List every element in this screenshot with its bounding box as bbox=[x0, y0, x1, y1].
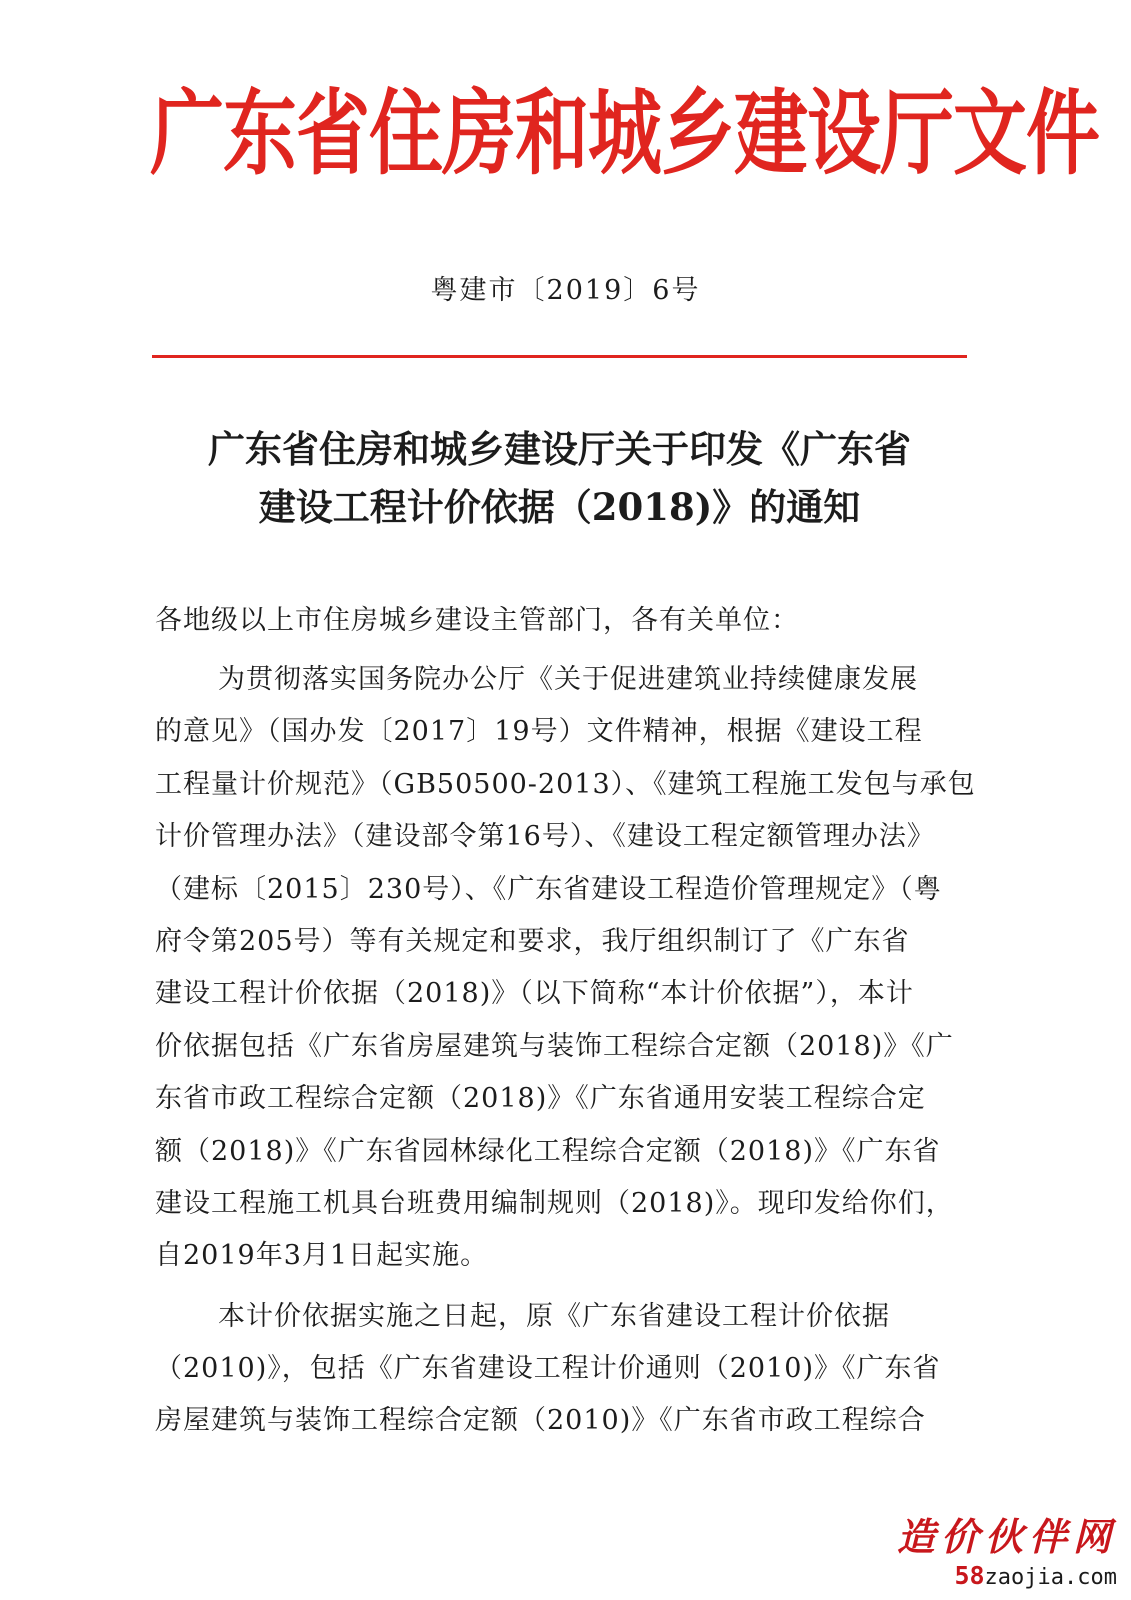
watermark-url bbox=[897, 1561, 1117, 1590]
document-number: 粤建市〔2019〕6号 bbox=[430, 275, 701, 306]
site-watermark bbox=[897, 1517, 1117, 1590]
body-line: 额（2018)》《广东省园林绿化工程综合定额（2018)》《广东省 bbox=[155, 1135, 941, 1167]
notice-body bbox=[155, 654, 976, 1448]
body-line: 价依据包括《广东省房屋建筑与装饰工程综合定额（2018)》《广 bbox=[155, 1030, 954, 1062]
body-line: 的意见》（国办发〔2017〕19号）文件精神，根据《建设工程 bbox=[155, 716, 923, 748]
body-line: 自2019年3月1日起实施。 bbox=[155, 1240, 489, 1272]
body-line: 计价管理办法》（建设部令第16号）、《建设工程定额管理办法》 bbox=[155, 821, 935, 853]
salutation: 各地级以上市住房城乡建设主管部门，各有关单位： bbox=[155, 605, 799, 636]
body-line: （2010)》，包括《广东省建设工程计价通则（2010)》《广东省 bbox=[155, 1353, 941, 1385]
body-line: 房屋建筑与装饰工程综合定额（2010)》《广东省市政工程综合 bbox=[155, 1405, 926, 1437]
notice-title-line: 广东省住房和城乡建设厅关于印发《广东省 bbox=[208, 427, 911, 471]
body-line: 建设工程计价依据（2018)》（以下简称“本计价依据”），本计 bbox=[155, 978, 914, 1010]
body-line: 府令第205号）等有关规定和要求，我厅组织制订了《广东省 bbox=[155, 925, 910, 957]
notice-title bbox=[152, 420, 967, 536]
watermark-url-domain: zaojia.com bbox=[984, 1564, 1117, 1590]
watermark-url-number: 58 bbox=[954, 1560, 985, 1590]
notice-title-line: 建设工程计价依据（2018)》的通知 bbox=[258, 485, 861, 529]
body-line: 东省市政工程综合定额（2018)》《广东省通用安装工程综合定 bbox=[155, 1083, 926, 1115]
watermark-brand: 造价伙伴网 bbox=[896, 1515, 1117, 1559]
body-line: 工程量计价规范》（GB50500-2013）、《建筑工程施工发包与承包 bbox=[155, 768, 976, 800]
body-line: 建设工程施工机具台班费用编制规则（2018)》。现印发给你们， bbox=[155, 1187, 954, 1219]
document-header-title: 广东省住房和城乡建设厅文件 bbox=[150, 80, 1099, 188]
body-line: （建标〔2015〕230号）、《广东省建设工程造价管理规定》（粤 bbox=[155, 873, 942, 905]
body-line: 本计价依据实施之日起，原《广东省建设工程计价依据 bbox=[218, 1300, 890, 1332]
body-line: 为贯彻落实国务院办公厅《关于促进建筑业持续健康发展 bbox=[218, 664, 918, 695]
red-divider-line bbox=[152, 355, 967, 358]
